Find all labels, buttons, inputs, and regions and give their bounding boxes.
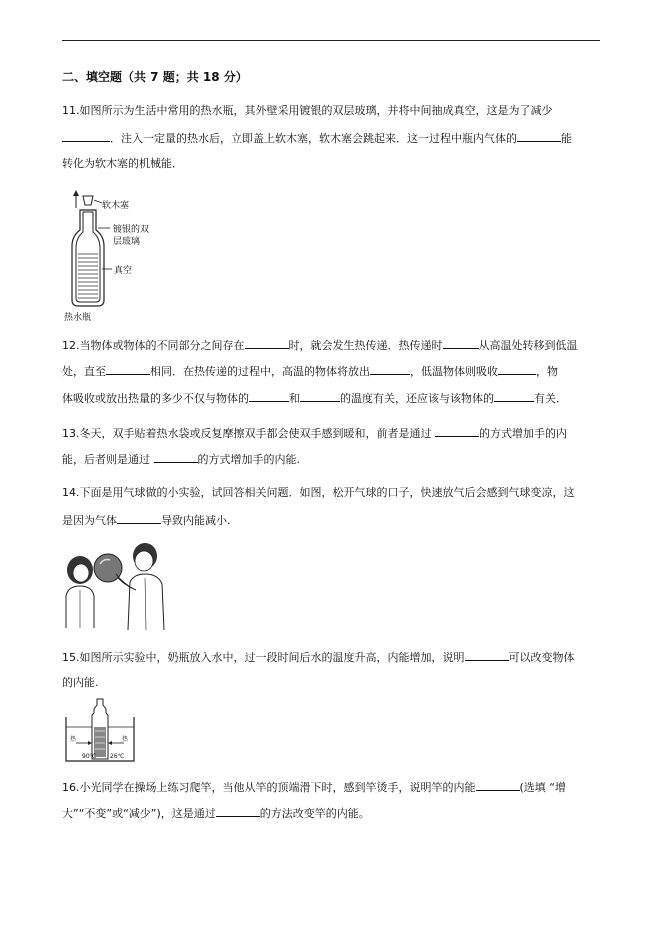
- q16-text2a: 大”“不变”或“减少”)，这是通过: [62, 807, 216, 820]
- q12-text1b: 时，就会发生热传递．热传递时: [288, 339, 443, 352]
- q16-line1: [62, 780, 566, 795]
- q11-text3: 转化为软木塞的机械能．: [62, 157, 183, 170]
- q12-line3: [62, 391, 567, 406]
- q13-text2a: 能，后者则是通过: [62, 453, 154, 466]
- q12-text3c: 的温度有关，还应该与该物体的: [340, 392, 494, 405]
- q12-text3a: 体吸收或放出热量的多少不仅与物体的: [62, 392, 249, 405]
- q14-line1: [62, 486, 575, 500]
- heat-label-left: 热: [70, 736, 77, 743]
- q14-text1: 14.下面是用气球做的小实验，试回答相关问题．如图，松开气球的口子，快速放气后会感到气球变凉，这: [62, 486, 575, 499]
- temp-label-right: 26℃: [110, 753, 125, 760]
- q12-text2a: 处，直至: [62, 365, 106, 378]
- q11-line1: [62, 104, 553, 118]
- answer-blank[interactable]: [517, 131, 561, 142]
- adult-figure: [116, 543, 164, 630]
- q16-text2b: 的方法改变竿的内能。: [259, 807, 370, 820]
- q15-text1a: 15.如图所示实验中，奶瓶放入水中，过一段时间后水的温度升高，内能增加，说明: [62, 651, 465, 664]
- q12-line1: [62, 338, 578, 353]
- child-figure: [66, 556, 94, 628]
- cork-label: 软木塞: [102, 201, 130, 211]
- answer-blank[interactable]: [216, 806, 260, 817]
- q12-text2d: ，物: [536, 365, 558, 378]
- glass-label-2: 层玻璃: [113, 237, 141, 247]
- balloon-shape: [94, 554, 122, 582]
- q16-text1b: (选填 “增: [519, 781, 566, 794]
- answer-blank[interactable]: [62, 131, 110, 142]
- q11-line3: [62, 157, 183, 171]
- q13-text2b: 的方式增加手的内能.: [197, 453, 300, 466]
- answer-blank[interactable]: [494, 391, 534, 402]
- arrow-head-icon: [73, 190, 79, 196]
- q15-text2: 的内能.: [62, 676, 99, 689]
- q12-text3d: 有关．: [534, 392, 567, 405]
- answer-blank[interactable]: [300, 391, 340, 402]
- q14-line2: [62, 513, 231, 528]
- q12-line2: [62, 364, 558, 379]
- answer-blank[interactable]: [435, 426, 479, 437]
- temp-label-left: 90℃: [82, 753, 97, 760]
- heat-label-right: 热: [122, 736, 129, 743]
- thermos-caption: 热水瓶: [64, 313, 92, 323]
- bottle-in-water-figure: [62, 697, 138, 765]
- q11-text1: 11.如图所示为生活中常用的热水瓶，其外壁采用镀银的双层玻璃，并将中间抽成真空，这是为了减少: [62, 104, 553, 117]
- q13-line2: [62, 452, 300, 467]
- q12-text2b: 相同．在热传递的过程中，高温的物体将放出: [150, 365, 370, 378]
- q12-text1a: 12.当物体或物体的不同部分之间存在: [62, 339, 245, 352]
- balloon-experiment-figure: [60, 538, 170, 630]
- vacuum-label: 真空: [114, 266, 133, 276]
- q15-line1: [62, 650, 575, 665]
- q13-text1a: 13.冬天，双手贴着热水袋或反复摩擦双手都会使双手感到暖和，前者是通过: [62, 427, 435, 440]
- answer-blank[interactable]: [443, 338, 479, 349]
- q13-line1: [62, 426, 567, 441]
- answer-blank[interactable]: [154, 452, 198, 463]
- q15-line2: [62, 676, 99, 690]
- answer-blank[interactable]: [249, 391, 289, 402]
- q14-text2a: 是因为气体: [62, 514, 117, 527]
- answer-blank[interactable]: [245, 338, 289, 349]
- answer-blank[interactable]: [370, 364, 410, 375]
- section-title: 二、填空题（共 7 题；共 18 分）: [62, 70, 248, 84]
- q14-text2b: 导致内能减小.: [161, 514, 231, 527]
- q15-text1b: 可以改变物体: [508, 651, 575, 664]
- q11-line2: [62, 131, 572, 146]
- top-divider: [62, 40, 600, 41]
- q12-text3b: 和: [289, 392, 300, 405]
- q12-text2c: ，低温物体则吸收: [410, 365, 498, 378]
- q16-text1a: 16.小光同学在操场上练习爬竿，当他从竿的顶端滑下时，感到竿烫手，说明竿的内能: [62, 781, 476, 794]
- q11-text2a: ．注入一定量的热水后，立即盖上软木塞，软木塞会跳起来．这一过程中瓶内气体的: [110, 132, 517, 145]
- answer-blank[interactable]: [476, 780, 520, 791]
- q12-text1c: 从高温处转移到低温: [478, 339, 578, 352]
- answer-blank[interactable]: [106, 364, 150, 375]
- q13-text1b: 的方式增加手的内: [479, 427, 567, 440]
- answer-blank[interactable]: [498, 364, 536, 375]
- q11-text2b: 能: [561, 132, 572, 145]
- q16-line2: [62, 806, 370, 821]
- cork-shape: [83, 196, 93, 205]
- glass-label-1: 镀银的双: [113, 225, 150, 235]
- answer-blank[interactable]: [465, 650, 509, 661]
- answer-blank[interactable]: [117, 513, 161, 524]
